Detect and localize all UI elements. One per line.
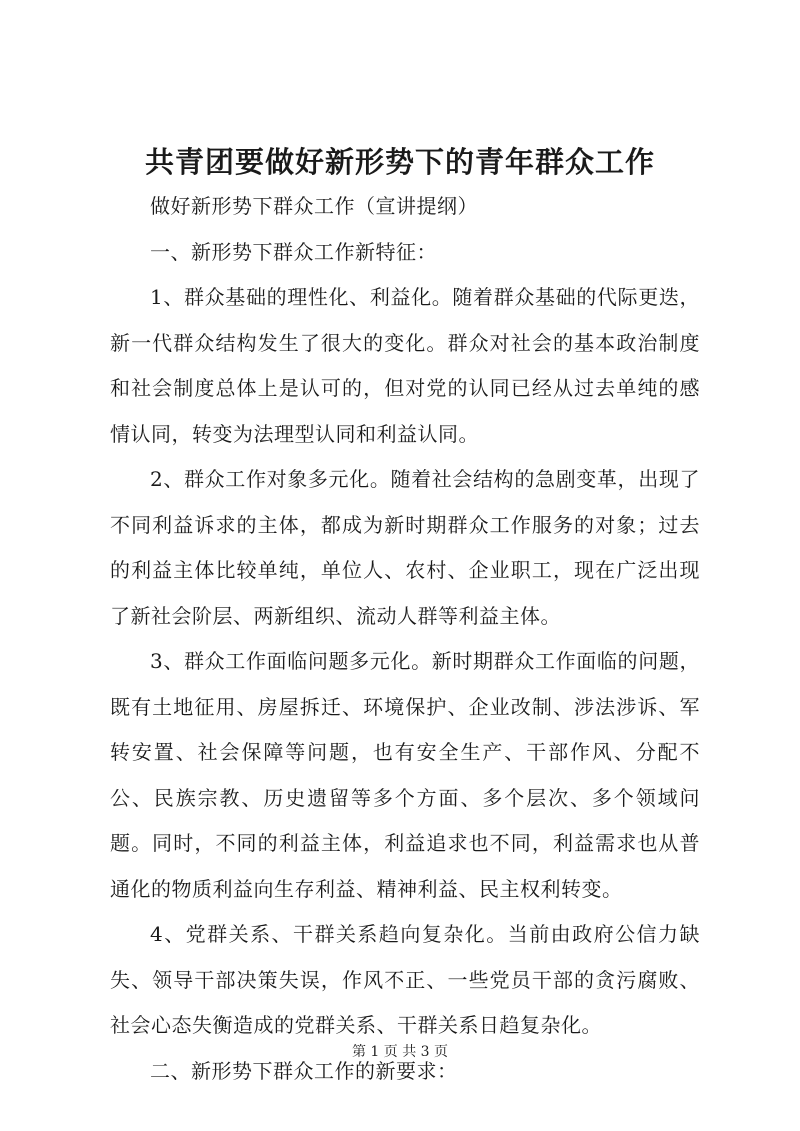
section-heading-1: 一、新形势下群众工作新特征： — [150, 239, 437, 264]
document-body — [110, 184, 700, 1094]
document-title: 共青团要做好新形势下的青年群众工作 — [144, 145, 655, 179]
body-paragraph-2: 2、群众工作对象多元化。随着社会结构的急剧变革，出现了不同利益诉求的主体，都成为新时期群众工作服务的对象；过去的利益主体比较单纯，单位人、农村、企业职工，现在广泛出现了新社会阶层、两新组织、流动人群等利益主体。 — [110, 467, 700, 628]
page-footer: 第 1 页 共 3 页 — [351, 1044, 449, 1060]
subtitle-paragraph: 做好新形势下群众工作（宣讲提纲） — [150, 194, 478, 218]
body-paragraph-1: 1、群众基础的理性化、利益化。随着群众基础的代际更迭，新一代群众结构发生了很大的变化。群众对社会的基本政治制度和社会制度总体上是认可的，但对党的认同已经从过去单纯的感情认同，转变为法理型认同和利益认同。 — [110, 285, 700, 446]
body-paragraph-3: 3、群众工作面临问题多元化。新时期群众工作面临的问题，既有土地征用、房屋拆迁、环境保护、企业改制、涉法涉诉、军转安置、社会保障等问题，也有安全生产、干部作风、分配不公、民族宗教、历史遗留等多个方面、多个层次、多个领域问题。同时，不同的利益主体，利益追求也不同，利益需求也从普通化的物质利益向生存利益、精神利益、民主权利转变。 — [110, 649, 700, 901]
section-heading-2: 二、新形势下群众工作的新要求： — [150, 1058, 458, 1083]
body-paragraph-4: 4、党群关系、干群关系趋向复杂化。当前由政府公信力缺失、领导干部决策失误，作风不正、一些党员干部的贪污腐败、社会心态失衡造成的党群关系、干群关系日趋复杂化。 — [110, 922, 700, 1037]
